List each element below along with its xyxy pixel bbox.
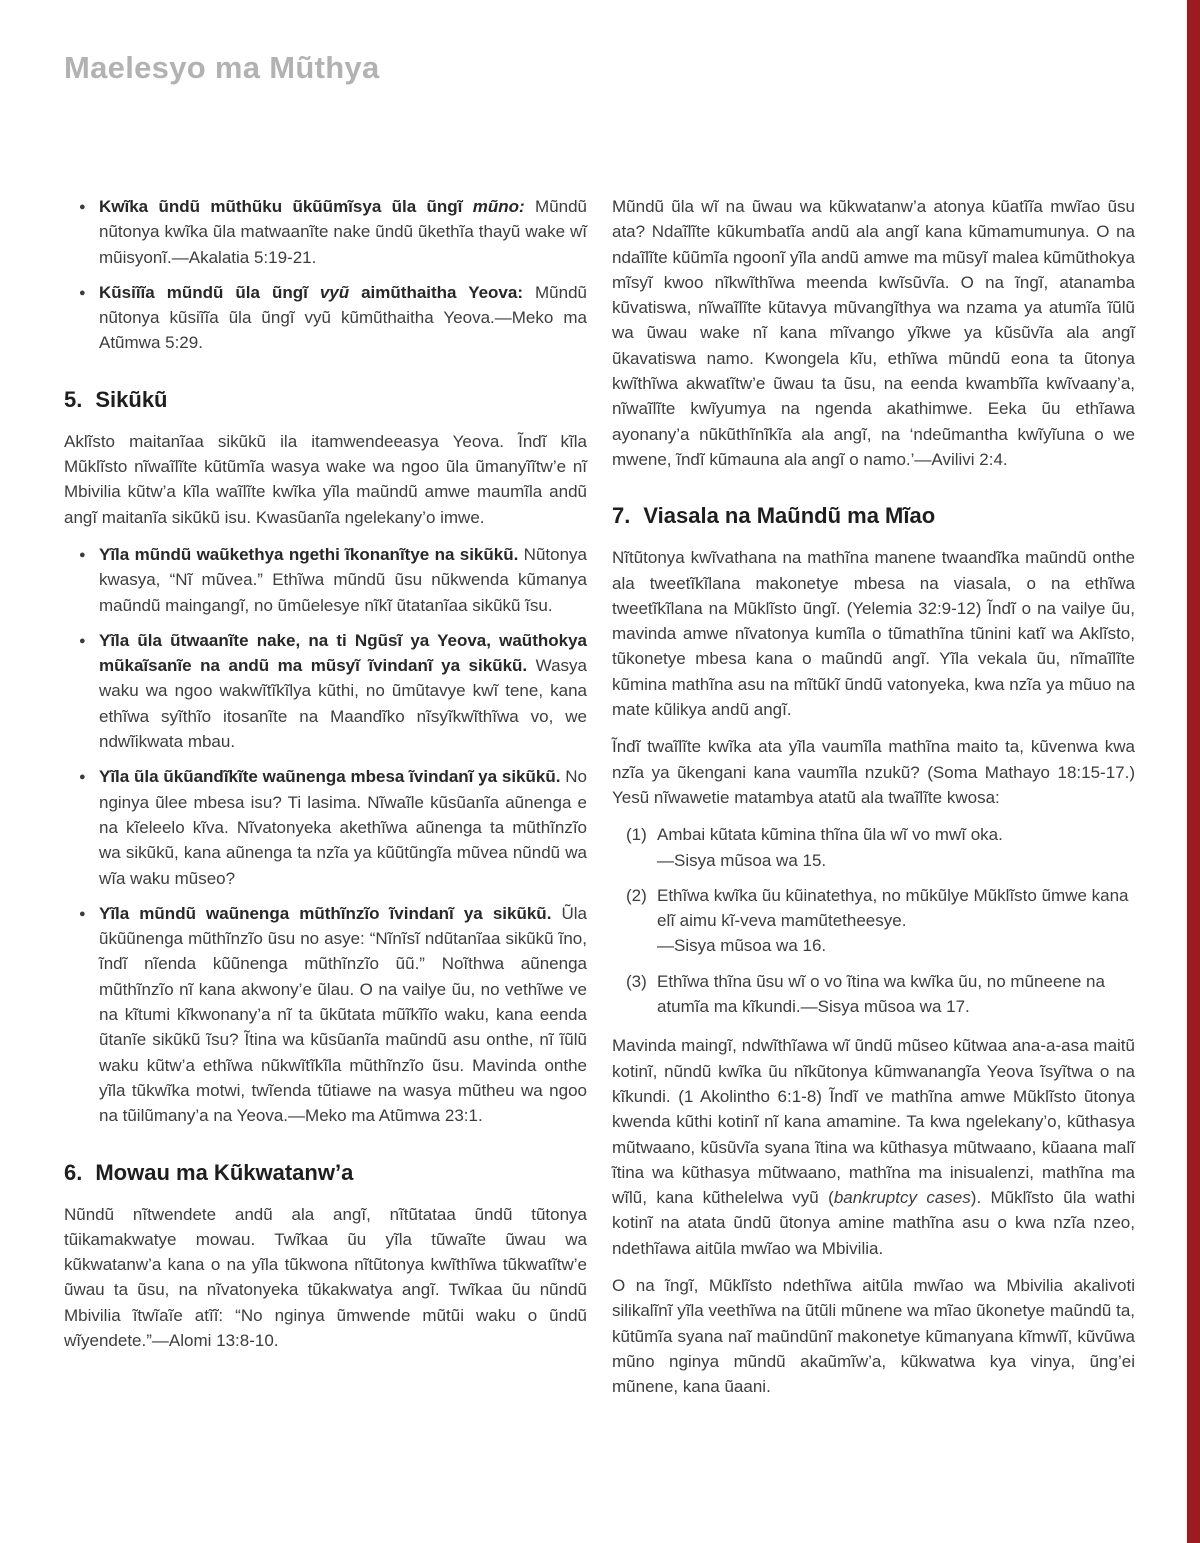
- body-paragraph: [612, 1033, 1135, 1261]
- bullet-list: [64, 542, 587, 1129]
- text-segment: Nũtonya kwasya, “Nĩ mũvea.” Ethĩwa mũndũ ũsu nũkwenda kũmanya maũndũ maingangĩ, no ũmũelesye nĩkĩ ũtatanĩaa sikũkũ ĩsu.: [99, 544, 587, 615]
- numbered-item-text: Ethĩwa kwĩka ũu kũinatethya, no mũkũlye Mũklĩsto ũmwe kana elĩ aimu kĩ-veva mamũtetheesye. —Sisya mũsoa wa 16.: [657, 885, 1129, 956]
- bullet-item: [64, 542, 587, 618]
- heading-number: 7.: [612, 503, 631, 529]
- text-segment: Ĩndĩ twaĩlĩte kwĩka ata yĩla vaumĩla mathĩna maito ta, kũvenwa kwa nzĩa ya ũkengani kana vaumĩla nzukũ? (Soma Mathayo 18:15-17.) Yesũ nĩwawetie matambya atatũ ala twaĩlĩte kwosa:: [612, 737, 1135, 807]
- numbered-item: [612, 822, 1135, 873]
- text-segment: Yĩla ũla ũtwaanĩte nake, na ti Ngũsĩ ya Yeova, waũthokya mũkaĩsanĩe na andũ ma mũsyĩ ĩvindanĩ ya sikũkũ.: [99, 630, 587, 676]
- text-segment: No nginya ũlee mbesa isu? Ti lasima. Nĩwaĩle kũsũanĩa aũnenga e na kĩeleelo kĩva. Nĩvatonyeka akethĩwa aũnenga ta mũthĩnzĩo wa sikũkũ, kana aũnenga ta nzĩa ya kũũtũngĩa mũvea nũndũ wa wĩa waku mũseo?: [99, 767, 587, 888]
- text-segment: Mũndũ nũtonya kwĩka ũla matwaanĩte nake ũndũ ũkethĩa thayũ wake wĩ mũisyonĩ.—Akalatia 5:19-21.: [99, 197, 588, 267]
- bullet-list: [64, 194, 587, 356]
- text-segment: Mũndũ ũla wĩ na ũwau wa kũkwatanw’a atonya kũatĩĩa mwĩao ũsu ata? Ndaĩlĩte kũkumbatĩa andũ ala angĩ kana kũmamumunya. O na ndaĩlĩte kũũmĩa ngoonĩ yĩla andũ amwe ma mũsyĩ malea kũmũthokya mĩsyĩ kwoo nĩkwĩthĩwa meenda kwĩsũvĩa. O na ĩngĩ, atanamba kũvatiswa, nĩwaĩlĩte kũtavya mũvangĩthya wa nzama ya atumĩa ĩũlũ wa ũwau wake nĩ kana mĩvango yĩkwe ya kũsũvĩa ala angĩ ũkavatiswa namo. Kwongela kĩu, ethĩwa mũndũ eona ta ũtonya kwĩthĩwa akwatĩtw’e ũwau ta ũsu, na eenda kwambĩĩa kwĩvaany’a, nĩwaĩlĩte kwĩyumya na ngenda akathimwe. Eeka ũu ethĩawa ayonany’a nũkũthĩnĩkĩa ala angĩ, na ‘ndeũmantha kwĩyĩuna o we mwene, ĩndĩ kũmauna ala angĩ o namo.’—Avilivi 2:4.: [612, 197, 1135, 469]
- text-segment: Wasya waku wa ngoo wakwĩtĩkĩlya kũthi, no ũmũtavye kwĩ tene, kana ethĩwa syĩthĩo itosanĩte na Maandĩko nĩsyĩkwĩthĩwa vo, we ndwĩikwata mbau.: [99, 656, 587, 752]
- heading-text: Viasala na Maũndũ ma Mĩao: [643, 503, 936, 529]
- body-paragraph: [64, 429, 587, 530]
- right-column: [612, 194, 1135, 1411]
- numbered-marker: (2): [626, 885, 647, 905]
- left-column: [64, 194, 587, 1411]
- text-segment: bankruptcy cases: [833, 1188, 971, 1208]
- text-segment: mũno:: [472, 197, 525, 216]
- heading-number: 5.: [64, 386, 83, 412]
- heading-number: 6.: [64, 1159, 83, 1185]
- numbered-item-text: Ambai kũtata kũmina thĩna ũla wĩ vo mwĩ oka. —Sisya mũsoa wa 15.: [657, 825, 1003, 870]
- text-segment: Yĩla mũndũ waũkethya ngethi ĩkonanĩtye na sikũkũ.: [99, 544, 519, 564]
- section-heading: [64, 386, 587, 414]
- text-segment: Yĩla mũndũ waũnenga mũthĩnzĩo ĩvindanĩ ya sikũkũ.: [99, 903, 552, 923]
- text-segment: O na ĩngĩ, Mũklĩsto ndethĩwa aitũla mwĩao wa Mbivilia akalivoti silikalĩnĩ yĩla veethĩwa na ũtũli mũnene wa mĩao ũkonetye maũndũ ta, kũtũmĩa syana naĩ maũndũnĩ makonetye kũmanyana kĩmwĩĩ, kũvũwa mũno nginya mũndũ akaũmĩw’a, kũkwatwa kya vinya, ũng’ei mũnene, kana ũaani.: [612, 1275, 1135, 1397]
- bullet-item: [64, 901, 587, 1129]
- numbered-list: [612, 822, 1135, 1019]
- body-paragraph: [612, 734, 1135, 810]
- text-segment: Yĩla ũla ũkũandĩkĩte waũnenga mbesa ĩvindanĩ ya sikũkũ.: [99, 767, 561, 787]
- bullet-item: [64, 280, 587, 356]
- numbered-item: [612, 883, 1135, 959]
- body-paragraph: [612, 194, 1135, 472]
- red-edge-bar: [1187, 0, 1200, 1543]
- body-paragraph: [64, 1202, 587, 1354]
- heading-text: Sikũkũ: [95, 386, 168, 412]
- text-segment: ). Mũklĩsto ũla wathi kotinĩ na atata ũndũ ũtonya amine mathĩna asu o kwa nzĩa nzeo, ndethĩawa aitũla mwĩao wa Mbivilia.: [612, 1188, 1135, 1258]
- text-segment: Ũla ũkũũnenga mũthĩnzĩo ũsu no asye: “Nĩnĩsĩ ndũtanĩaa sikũkũ ĩno, ĩndĩ nĩenda kũũnenga mũthĩnzĩo ũũ.” Noĩthwa aũnenga mũthĩnzĩo nĩ kana akwony’e ũlau. O na vailye ũu, no vethĩwe ve na kĩtumi kĩkwonany’a nĩ ta ũkũtata mũĩkĩĩo waku, kana eenda ũtanĩe sikũkũ ĩsu? Ĩtina wa kũsũanĩa maũndũ asu onthe, nĩ ĩũlũ waku kũtw’a ethĩwa nũkwĩtĩkĩla mũthĩnzĩo ũsu. Mavinda onthe yĩla tũkwĩka motwi, twĩenda tũtiawe na wasya mũtheu wa ngoo na tũilũmany’a na Yeova.—Meko ma Atũmwa 23:1.: [99, 903, 587, 1126]
- text-segment: Nĩtũtonya kwĩvathana na mathĩna manene twaandĩka maũndũ onthe ala tweetĩkĩlana makonetye mbesa na viasala, o na ethĩwa tweetĩkĩlana na Mũklĩsto ũngĩ. (Yelemia 32:9-12) Ĩndĩ o na vailye ũu, mavinda amwe nĩvatonya kumĩla o tũmathĩna tũnini katĩ wa Aklĩsto, tũkonetye mbesa kana o maũndũ angĩ. Yĩla vekala ũu, nĩmaĩlĩte kũmina mathĩna asu na mĩtũkĩ ũndũ vatonyeka, kwa nzĩa ya mũuo na mate kũlikya andũ angĩ.: [612, 548, 1135, 720]
- text-segment: Kwĩka ũndũ mũthũku ũkũũmĩsya ũla ũngĩ: [99, 197, 473, 216]
- body-paragraph: [612, 1273, 1135, 1399]
- numbered-marker: (3): [626, 971, 647, 991]
- two-column-layout: [0, 194, 1200, 1411]
- heading-text: Mowau ma Kũkwatanw’a: [95, 1159, 354, 1185]
- section-heading: [612, 502, 1135, 530]
- body-paragraph: [612, 545, 1135, 722]
- numbered-item-text: Ethĩwa thĩna ũsu wĩ o vo ĩtina wa kwĩka ũu, no mũneene na atumĩa ma kĩkundi.—Sisya mũsoa wa 17.: [657, 971, 1105, 1017]
- text-segment: Mavinda maingĩ, ndwĩthĩawa wĩ ũndũ mũseo kũtwaa ana-a-asa maitũ kotinĩ, nũndũ kwĩka ũu nĩkũtonya kũmwanangĩa Yeova ĩsyĩtwa o na kĩkundi. (1 Akolintho 6:1-8) Ĩndĩ ve mathĩna amwe Mũklĩsto ũtonya kwenda kũthi kotinĩ nĩ kana amamine. Ta kwa ngelekany’o, kũthasya mũtwaano, kũsũvĩa syana ĩtina wa kũthasya mũtwaano, kũaana malĩ ĩtina wa kũthasya mũtwaano, mathĩna ma inisualenzi, mathĩna ma wĩlũ, kana kũthelelwa vyũ (: [612, 1036, 1135, 1208]
- text-segment: Nũndũ nĩtwendete andũ ala angĩ, nĩtũtataa ũndũ tũtonya tũikamakwatye mowau. Twĩkaa ũu yĩla tũwaĩte ũwau wa kũkwatanw’a kana o na yĩla tũkwona nĩtũtonya kwĩthĩwa tũkwatĩtw’e ũwau ta ũsu, na nĩvatonyeka tũkakwatya angĩ. Twĩkaa ũu nũndũ Mbivilia ĩtwĩaĩe atĩĩ: “No nginya ũmwende mũtũi waku o ũndũ wĩyendete.”—Alomi 13:8-10.: [64, 1204, 587, 1350]
- bullet-item: [64, 764, 587, 890]
- section-heading: [64, 1159, 587, 1187]
- text-segment: Aklĩsto maitanĩaa sikũkũ ila itamwendeeasya Yeova. Ĩndĩ kĩla Mũklĩsto nĩwaĩlĩte kũtũmĩa wasya wake wa ngoo ũla ũmanyĩĩtw’e nĩ Mbivilia kũtw’a kĩla waĩlĩte kwĩka yĩla maũndũ amwe maumĩla andũ angĩ maitanĩa sikũkũ isu. Kwasũanĩa ngelekany’o imwe.: [64, 431, 587, 527]
- bullet-item: [64, 194, 587, 270]
- text-segment: vyũ: [319, 282, 350, 302]
- text-segment: aimũthaitha Yeova:: [349, 282, 524, 302]
- text-segment: Mũndũ nũtonya kũsiĩĩa ũla ũngĩ vyũ kũmũthaitha Yeova.—Meko ma Atũmwa 5:29.: [99, 282, 587, 353]
- text-segment: Kũsiĩĩa mũndũ ũla ũngĩ: [99, 282, 320, 302]
- numbered-marker: (1): [626, 825, 647, 845]
- numbered-item: [612, 969, 1135, 1020]
- bullet-item: [64, 628, 587, 754]
- page-title: Maelesyo ma Mũthya: [64, 50, 380, 85]
